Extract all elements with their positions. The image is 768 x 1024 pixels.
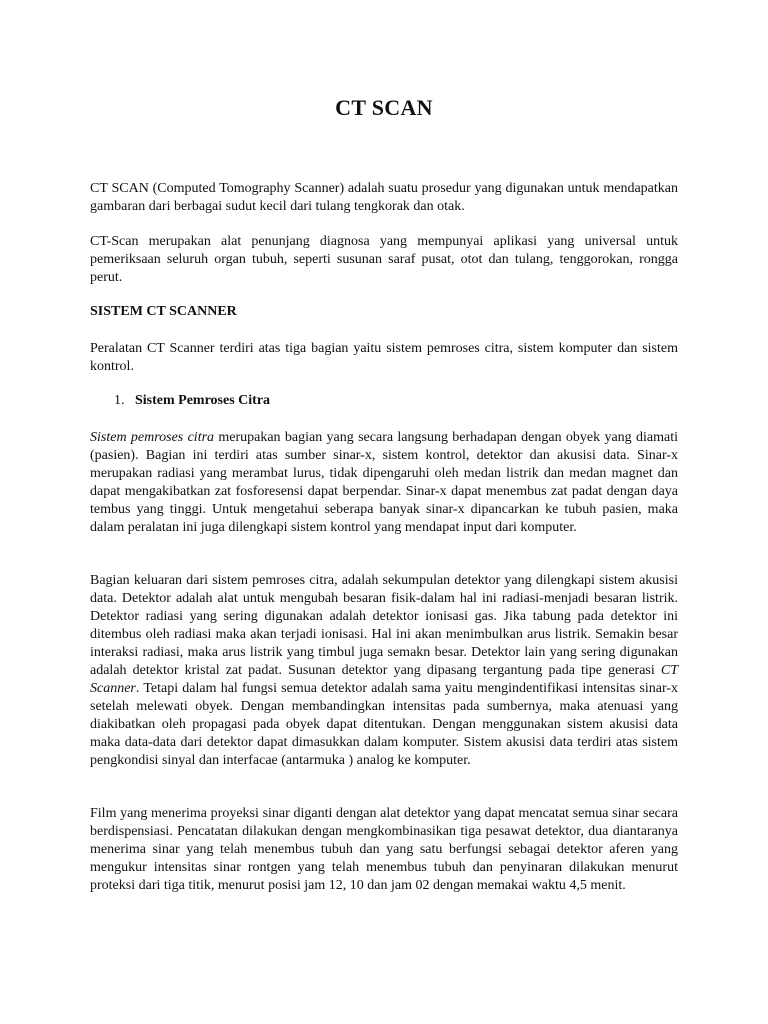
italic-term: Sistem pemroses citra <box>90 430 215 445</box>
italic-term: CT Scanner <box>90 663 678 696</box>
list-item-title: Sistem Pemroses Citra <box>135 393 271 408</box>
paragraph-detector-output <box>90 572 678 770</box>
paragraph-text: . Tetapi dalam hal fungsi semua detektor adalah sama yaitu mengindentifikasi intensitas sinar-x setelah melewati obyek. Dengan membandingkan intensitas pada sumbernya, maka atenuasi yang diakibatkan oleh propagasi pada obyek dapat ditentukan. Dengan menggunakan sistem akusisi data maka data-data dari detektor dapat dimasukkan dalam komputer. Sistem akusisi data terdiri atas sistem pengkondisi sinyal dan interfacae (antarmuka ) analog ke komputer. <box>90 681 678 768</box>
paragraph-film-detector: Film yang menerima proyeksi sinar diganti dengan alat detektor yang dapat mencatat semua sinar secara berdispensiasi. Pencatatan dilakukan dengan mengkombinasikan tiga pesawat detektor, dua diantaranya menerima sinar yang telah menembus tubuh dan yang satu berfungsi sebagai detektor aferen yang mengukur intensitas sinar rontgen yang telah menembus tubuh dan penyinaran dilakukan menurut proteksi dari tiga titik, menurut posisi jam 12, 10 dan jam 02 dengan memakai waktu 4,5 menit. <box>90 806 678 893</box>
paragraph-ct-scan-usage: CT-Scan merupakan alat penunjang diagnosa yang mempunyai aplikasi yang universal untuk pemeriksaan seluruh organ tubuh, seperti susunan saraf pusat, otot dan tulang, tenggorokan, rongga perut. <box>90 234 678 285</box>
paragraph-components: Peralatan CT Scanner terdiri atas tiga bagian yaitu sistem pemroses citra, sistem komputer dan sistem kontrol. <box>90 341 678 374</box>
paragraph-text: Bagian keluaran dari sistem pemroses citra, adalah sekumpulan detektor yang dilengkapi sistem akusisi data. Detektor adalah alat untuk mengubah besaran fisik-dalam hal ini radiasi-menjadi besaran listrik. Detektor radiasi yang sering digunakan adalah detektor ionisasi gas. Jika tabung pada detektor ini ditembus oleh radiasi maka akan terjadi ionisasi. Hal ini akan menimbulkan arus listrik. Semakin besar interaksi radiasi, maka arus listrik yang timbul juga semakn besar. Detektor lain yang sering digunakan adalah detektor kristal zat padat. Susunan detektor yang dipasang tergantung pada tipe generasi <box>90 573 678 678</box>
page-title: CT SCAN <box>335 95 433 120</box>
section-heading: SISTEM CT SCANNER <box>90 304 237 319</box>
paragraph-text: merupakan bagian yang secara langsung berhadapan dengan obyek yang diamati (pasien). Bagian ini terdiri atas sumber sinar-x, sistem kontrol, detektor dan akusisi data. Sinar-x merupakan radiasi yang merambat lurus, tidak dipengaruhi oleh medan listrik dan medan magnet dan dapat mengakibatkan zat fosforesensi dapat berpendar. Sinar-x dapat menembus zat padat dengan daya tembus yang tinggi. Untuk mengetahui seberapa banyak sinar-x dipancarkan ke tubuh pasien, maka dalam peralatan ini juga dilengkapi sistem kontrol yang mendapat input dari komputer. <box>90 430 678 535</box>
paragraph-image-processing <box>90 429 678 537</box>
list-number: 1. <box>114 393 125 408</box>
paragraph-intro: CT SCAN (Computed Tomography Scanner) adalah suatu prosedur yang digunakan untuk mendapatkan gambaran dari berbagai sudut kecil dari tulang tengkorak dan otak. <box>90 181 678 214</box>
